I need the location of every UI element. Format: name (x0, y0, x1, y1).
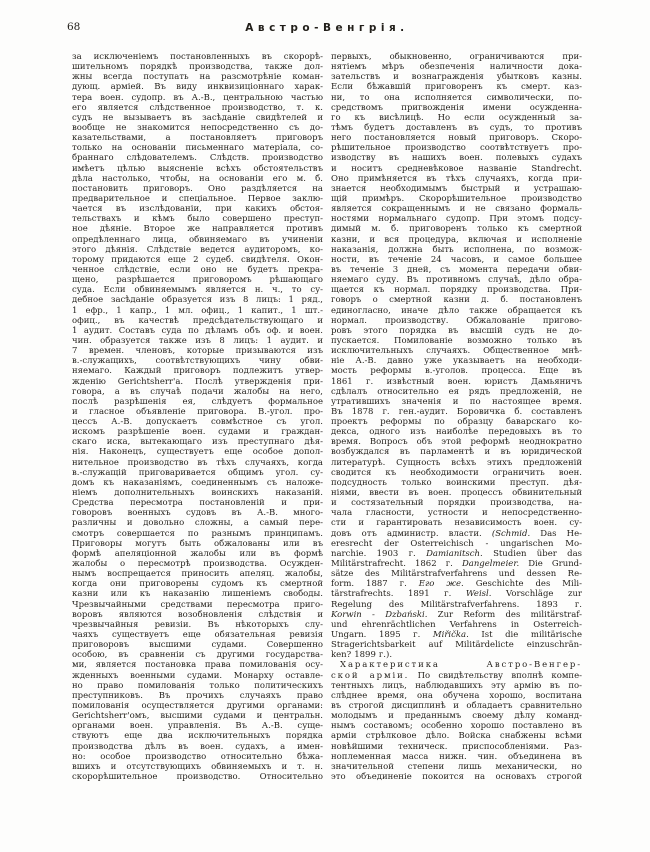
text-line: производства дѣлъ въ воен. судахъ, а имен- (72, 741, 323, 752)
text-line: дебное засѣданіе образуется изъ 8 лицъ: 1 ряд., (72, 295, 323, 306)
text-line: опредѣленнаго лица, обвиняемаго въ учиненіи (72, 234, 323, 245)
text-line: браннаго слѣдователемъ. Слѣдств. производство (72, 153, 323, 164)
text-line: исключительныхъ случаяхъ. Общественное мнѣ- (331, 346, 582, 357)
text-line: жденію Gerichtsherr'а. Послѣ утвержденія при- (72, 376, 323, 387)
text-line: жны всегда поступать на разсмотрѣніе коман- (72, 72, 323, 83)
text-line: говоръ о смертной казни д. б. постановленъ (331, 295, 582, 306)
text-line: жденныхъ военными судами. Монарху оставле- (72, 670, 323, 681)
text-line: наказанія, должна быть исполнена, по возмож- (331, 244, 582, 255)
text-line: щено, разрѣшается приговоромъ рѣшающаго (72, 275, 323, 286)
text-line: казательствами, а постановляетъ приговоръ (72, 133, 323, 144)
text-line: зательствъ и вознагражденія убытковъ казны. (331, 72, 582, 83)
text-line: нымъ составомъ; особенно хорошо поставлено въ (331, 721, 582, 732)
text-line: ностями нормальнаго судопр. При этомъ подсу- (331, 214, 582, 225)
text-line: скорорѣшительное производство. Относительно (72, 771, 323, 782)
text-line: арміи стрѣлковое дѣло. Войска снабжены всѣми (331, 731, 582, 742)
text-line: ніями, ввести въ воен. процессъ обвинительный (331, 488, 582, 499)
text-line: судъ не вызываетъ въ засѣданіе свидѣтелей и (72, 112, 323, 123)
text-line: является сокращеннымъ и не связано формаль- (331, 204, 582, 215)
text-line: eresrecht der Österreichisch - ungarischen Mo- (331, 538, 582, 549)
text-line: суда. Если обвиняемымъ является н. ч., то су- (72, 285, 323, 296)
text-line: говоровъ военныхъ судовъ въ А.-В. много- (72, 508, 323, 519)
text-line: чаяхъ существуетъ еще обязательная ревизія (72, 630, 323, 641)
text-line: ровъ этого порядка въ высшій судъ не до- (331, 325, 582, 336)
text-line: только на основаніи письменнаго матеріала, со- (72, 143, 323, 154)
text-line: Въ 1878 г. ген.-аудит. Боровичка б. составленъ (331, 406, 582, 417)
running-title: Австро-Венгрія. (245, 22, 409, 34)
text-line: воровъ являются возобновленія слѣдствія и (72, 609, 323, 620)
text-line: 1 аудит. Составъ суда по дѣламъ объ оф. и воен. (72, 325, 323, 336)
text-line: время. Вопросъ объ этой реформѣ неоднократно (331, 437, 582, 448)
text-line: жалобы о пересмотрѣ производства. Осужден- (72, 559, 323, 570)
text-line: но: особое производство относительно бѣжа- (72, 751, 323, 762)
text-line: приговоровъ высшими судами. Совершенно (72, 640, 323, 651)
text-line: и состязательный порядки производства, на- (331, 498, 582, 509)
text-line: формѣ апеляціонной жалобы или въ формѣ (72, 548, 323, 559)
text-line: чала гласности, устности и непосредственно- (331, 508, 582, 519)
text-line: 7 времен. членовъ, которые призываются изъ (72, 346, 323, 357)
text-line: нія. Наконецъ, существуетъ еще особое допол- (72, 447, 323, 458)
text-line: декса, одного изъ наиболѣе передовыхъ въ то (331, 427, 582, 438)
text-line: проектъ реформы по образцу баварскаго ко- (331, 417, 582, 428)
left-column (72, 52, 323, 782)
text-line: его является слѣдственное производство, т. к. (72, 102, 323, 113)
text-line: помилованія осуществляется другими органами: (72, 701, 323, 711)
text-line: нымъ воспрещается приносить апеляц. жалобы, (72, 569, 323, 580)
text-line: молодымъ и преданнымъ своему дѣлу команд- (331, 711, 582, 722)
text-line: подсудность только воинскими преступ. дѣя- (331, 477, 582, 488)
text-line: него постановляется новый приговоръ. Скоро- (331, 133, 582, 144)
text-line: казни или къ наказанію лишеніемъ свободы. (72, 589, 323, 600)
text-line: имѣетъ цѣлью выясненіе всѣхъ обстоятельствъ (72, 163, 323, 174)
text-line: средствомъ пригвожденія имени осужденна- (331, 102, 582, 113)
text-line: вообще не знакомится непосредственно съ до- (72, 122, 323, 133)
text-line: Оно примѣняется въ тѣхъ случаяхъ, когда при- (331, 173, 582, 184)
text-line: ни, то она исполняется символически, по- (331, 92, 582, 103)
text-line: слѣднее время, она обучена хорошо, воспитана (331, 690, 582, 701)
text-line: го къ висѣлицѣ. Но если осужденный за- (331, 112, 582, 123)
text-line: ской арміи. По свидѣтельству вполнѣ компе- (331, 670, 582, 681)
text-line: когда они приговорены судомъ къ смертной (72, 579, 323, 590)
text-line: тельствахъ и кѣмъ было совершено преступ- (72, 214, 323, 225)
text-line: скаго иска, вытекающаго изъ преступнаго дѣя- (72, 437, 323, 448)
text-line: чрезвычайныя ревизіи. Въ нѣкоторыхъ слу- (72, 619, 323, 630)
text-block (72, 52, 582, 782)
text-line: преступниковъ. Въ прочихъ случаяхъ право (72, 690, 323, 701)
text-line: сдѣлалъ относительно ея рядъ предложеній, не (331, 386, 582, 397)
text-line: офиц., въ качествѣ предсѣдательствующаго и (72, 315, 323, 326)
text-line: няемаго. Каждый приговоръ подлежитъ утвер- (72, 366, 323, 377)
text-line: казни, и вся процедура, включая и исполненіе (331, 234, 582, 245)
text-line: narchie. 1903 г. Damianitsch. Studien über das (331, 548, 582, 559)
text-line: постановить приговоръ. Оно раздѣляется на (72, 183, 323, 194)
text-line: Regelung des Militärstrafverfahrens. 1893 г. (331, 599, 582, 610)
text-line: щается къ нормал. порядку производства. При- (331, 285, 582, 296)
text-line: изводству въ нашихъ воен. полевыхъ судахъ (331, 153, 582, 164)
text-line: ми, является постановка права помилованія осу- (72, 660, 323, 671)
text-line: ніемъ дополнительныхъ воинскихъ наказаній. (72, 488, 323, 499)
text-line: сводится къ необходимости ограничить воен. (331, 467, 582, 478)
text-line: ченное слѣдствіе, если оно не будетъ прекра- (72, 264, 323, 275)
text-line: и гласное объявленіе приговора. В.-угол. про- (72, 406, 323, 417)
text-line: в.-служащихъ, соотвѣтствующихъ чину обви- (72, 356, 323, 367)
text-line: послѣ разрѣшенія ея, слѣдуетъ формальное (72, 396, 323, 407)
text-line: ное дѣяніе. Второе же направляется противъ (72, 224, 323, 235)
text-line: чается въ изслѣдованіи, при какихъ обстоя- (72, 204, 323, 215)
text-line: form. 1887 г. Его же. Geschichte des Mili- (331, 579, 582, 590)
text-line: в.-служащій приговаривается общимъ угол. су- (72, 467, 323, 478)
text-line: различны и довольно сложны, а самый пере- (72, 518, 323, 529)
text-line: довъ отъ администр. власти. (Schmid. Das He- (331, 528, 582, 539)
text-line: Korwin - Dzbański. Zur Reform des militärstraf- (331, 609, 582, 620)
text-line: возбуждался въ парламентѣ и въ юридической (331, 447, 582, 458)
text-line: новѣйшими техническ. приспособленіями. Раз- (331, 741, 582, 752)
text-line: домъ къ наказаніямъ, соединеннымъ съ наложе- (72, 477, 323, 488)
text-line: говора, а въ случаѣ подачи жалобы на него, (72, 386, 323, 397)
text-line: особою, въ сравненіи съ другими государства- (72, 650, 323, 661)
right-column (331, 52, 582, 782)
text-line: und ehrenrächtlichen Verfahrens in Österreich- (331, 619, 582, 630)
text-line: за исключеніемъ постановленныхъ въ скорорѣ- (72, 52, 323, 62)
text-line: ствуютъ еще два исключительныхъ порядка (72, 731, 323, 742)
text-line: ноплеменная масса нижн. чин. объединена въ (331, 751, 582, 762)
text-line: и носитъ средневѣковое названіе Standrecht. (331, 163, 582, 174)
text-line: это объединеніе покоится на основахъ строгой (331, 771, 582, 782)
text-line: ніе А.-В. давно уже указываетъ на необходи- (331, 356, 582, 367)
text-line: Чрезвычайными средствами пересмотра приго- (72, 599, 323, 610)
text-line: Приговоры могутъ быть обжалованы или въ (72, 538, 323, 549)
text-line: утратившихъ значенія и по настоящее время. (331, 396, 582, 407)
text-line: шительномъ порядкѣ производства, также дол- (72, 62, 323, 73)
text-line: 1 ефр., 1 капр., 1 мл. офиц., 1 капит., 1 шт.- (72, 305, 323, 316)
text-line: Если бѣжавшій приговоренъ къ смерт. каз- (331, 82, 582, 93)
text-line: Stragerichtsbarkeit auf Militärdelicte einzuschrän- (331, 640, 582, 651)
text-line: Ungarn. 1895 г. Miřička. Ist die militärische (331, 630, 582, 641)
text-line: Militärstrafrecht. 1862 г. Dangelmeier. Die Grund- (331, 559, 582, 570)
text-line: Средства пересмотра постановленій и при- (72, 498, 323, 509)
text-line: димый м. б. приговоренъ только къ смертной (331, 224, 582, 235)
text-line: чин. образуется также изъ 8 лицъ: 1 аудит. и (72, 335, 323, 346)
text-line: тѣмъ будетъ доставленъ въ судъ, то противъ (331, 122, 582, 133)
text-line: вшихъ и отсутствующихъ обвиняемыхъ и т. н. (72, 761, 323, 772)
text-line: рѣшительное производство соотвѣтствуетъ про- (331, 143, 582, 154)
text-line: пускается. Помилованіе возможно только въ (331, 335, 582, 346)
text-line: дѣла настолько, чтобы, на основаніи его м. б. (72, 173, 323, 184)
text-line: торому придаются еще 2 судеб. свидѣтеля. Окон- (72, 254, 323, 265)
text-line: сти и гарантировать независимость воен. су- (331, 518, 582, 529)
text-line: значительной степени лишь механически, но (331, 761, 582, 772)
text-line: въ теченіе 3 дней, съ момента передачи обви- (331, 264, 582, 275)
text-line: ken? 1899 г.). (331, 650, 393, 661)
text-line: 1861 г. извѣстный воен. юристъ Дамьяничъ (331, 376, 582, 387)
text-line: tärstrafrechts. 1891 г. Weisl. Vorschläge zur (331, 589, 582, 600)
text-line: единогласно, иначе дѣло также обращается къ (331, 305, 582, 316)
text-line: смотръ совершается по разнымъ принципамъ. (72, 528, 323, 539)
text-line: тентныхъ лицъ, наблюдавшихъ эту армію въ по- (331, 680, 582, 691)
text-line: искомъ разрѣшеніе воен. судами и граждан- (72, 427, 323, 438)
text-line: дующ. арміей. Въ виду инквизиціоннаго харак- (72, 82, 323, 93)
text-line: но право помилованія только политическихъ (72, 680, 323, 691)
text-line: няемаго суду. Въ противномъ случаѣ, дѣло обра- (331, 275, 582, 286)
text-line: мость реформы в.-уголов. процесса. Еще въ (331, 366, 582, 377)
text-line: этого дѣянія. Слѣдствіе ведется аудиторомъ, ко- (72, 244, 323, 255)
text-line: Характеристика Австро-Венгер- (340, 660, 582, 671)
text-line: органами воен. управленія. Въ А.-В. суще- (72, 721, 323, 732)
text-line: тера воен. судопр. въ А.-В., центральною частью (72, 92, 323, 103)
page-number: 68 (67, 21, 81, 33)
text-line: нятіемъ мѣръ обезпеченія наличности дока- (331, 62, 582, 73)
text-line: щій примѣръ. Скорорѣшительное производство (331, 193, 582, 204)
text-line: sätze des Militärstrafverfahrens und dessen Re- (331, 569, 582, 580)
text-line: литературѣ. Сущность всѣхъ этихъ предложеній (331, 457, 582, 468)
text-line: знается необходимымъ быстрый и устрашаю- (331, 183, 582, 194)
text-line: Gerichtsherr'омъ, высшими судами и центральн. (72, 711, 323, 722)
text-line: нормал. производству. Обжалованіе пригово- (331, 315, 582, 326)
text-line: цессъ А.-В. допускаетъ совмѣстное съ угол. (72, 417, 323, 428)
text-line: первыхъ, обыкновенно, ограничиваются при- (331, 52, 582, 62)
text-line: нительное производство въ тѣхъ случаяхъ, когда (72, 457, 323, 468)
text-line: въ строгой дисциплинѣ и обладаетъ сравнительно (331, 701, 582, 711)
text-line: предварительное и спеціальное. Первое заклю- (72, 193, 323, 204)
text-line: ности, въ теченіе 24 часовъ, и самое большее (331, 254, 582, 265)
